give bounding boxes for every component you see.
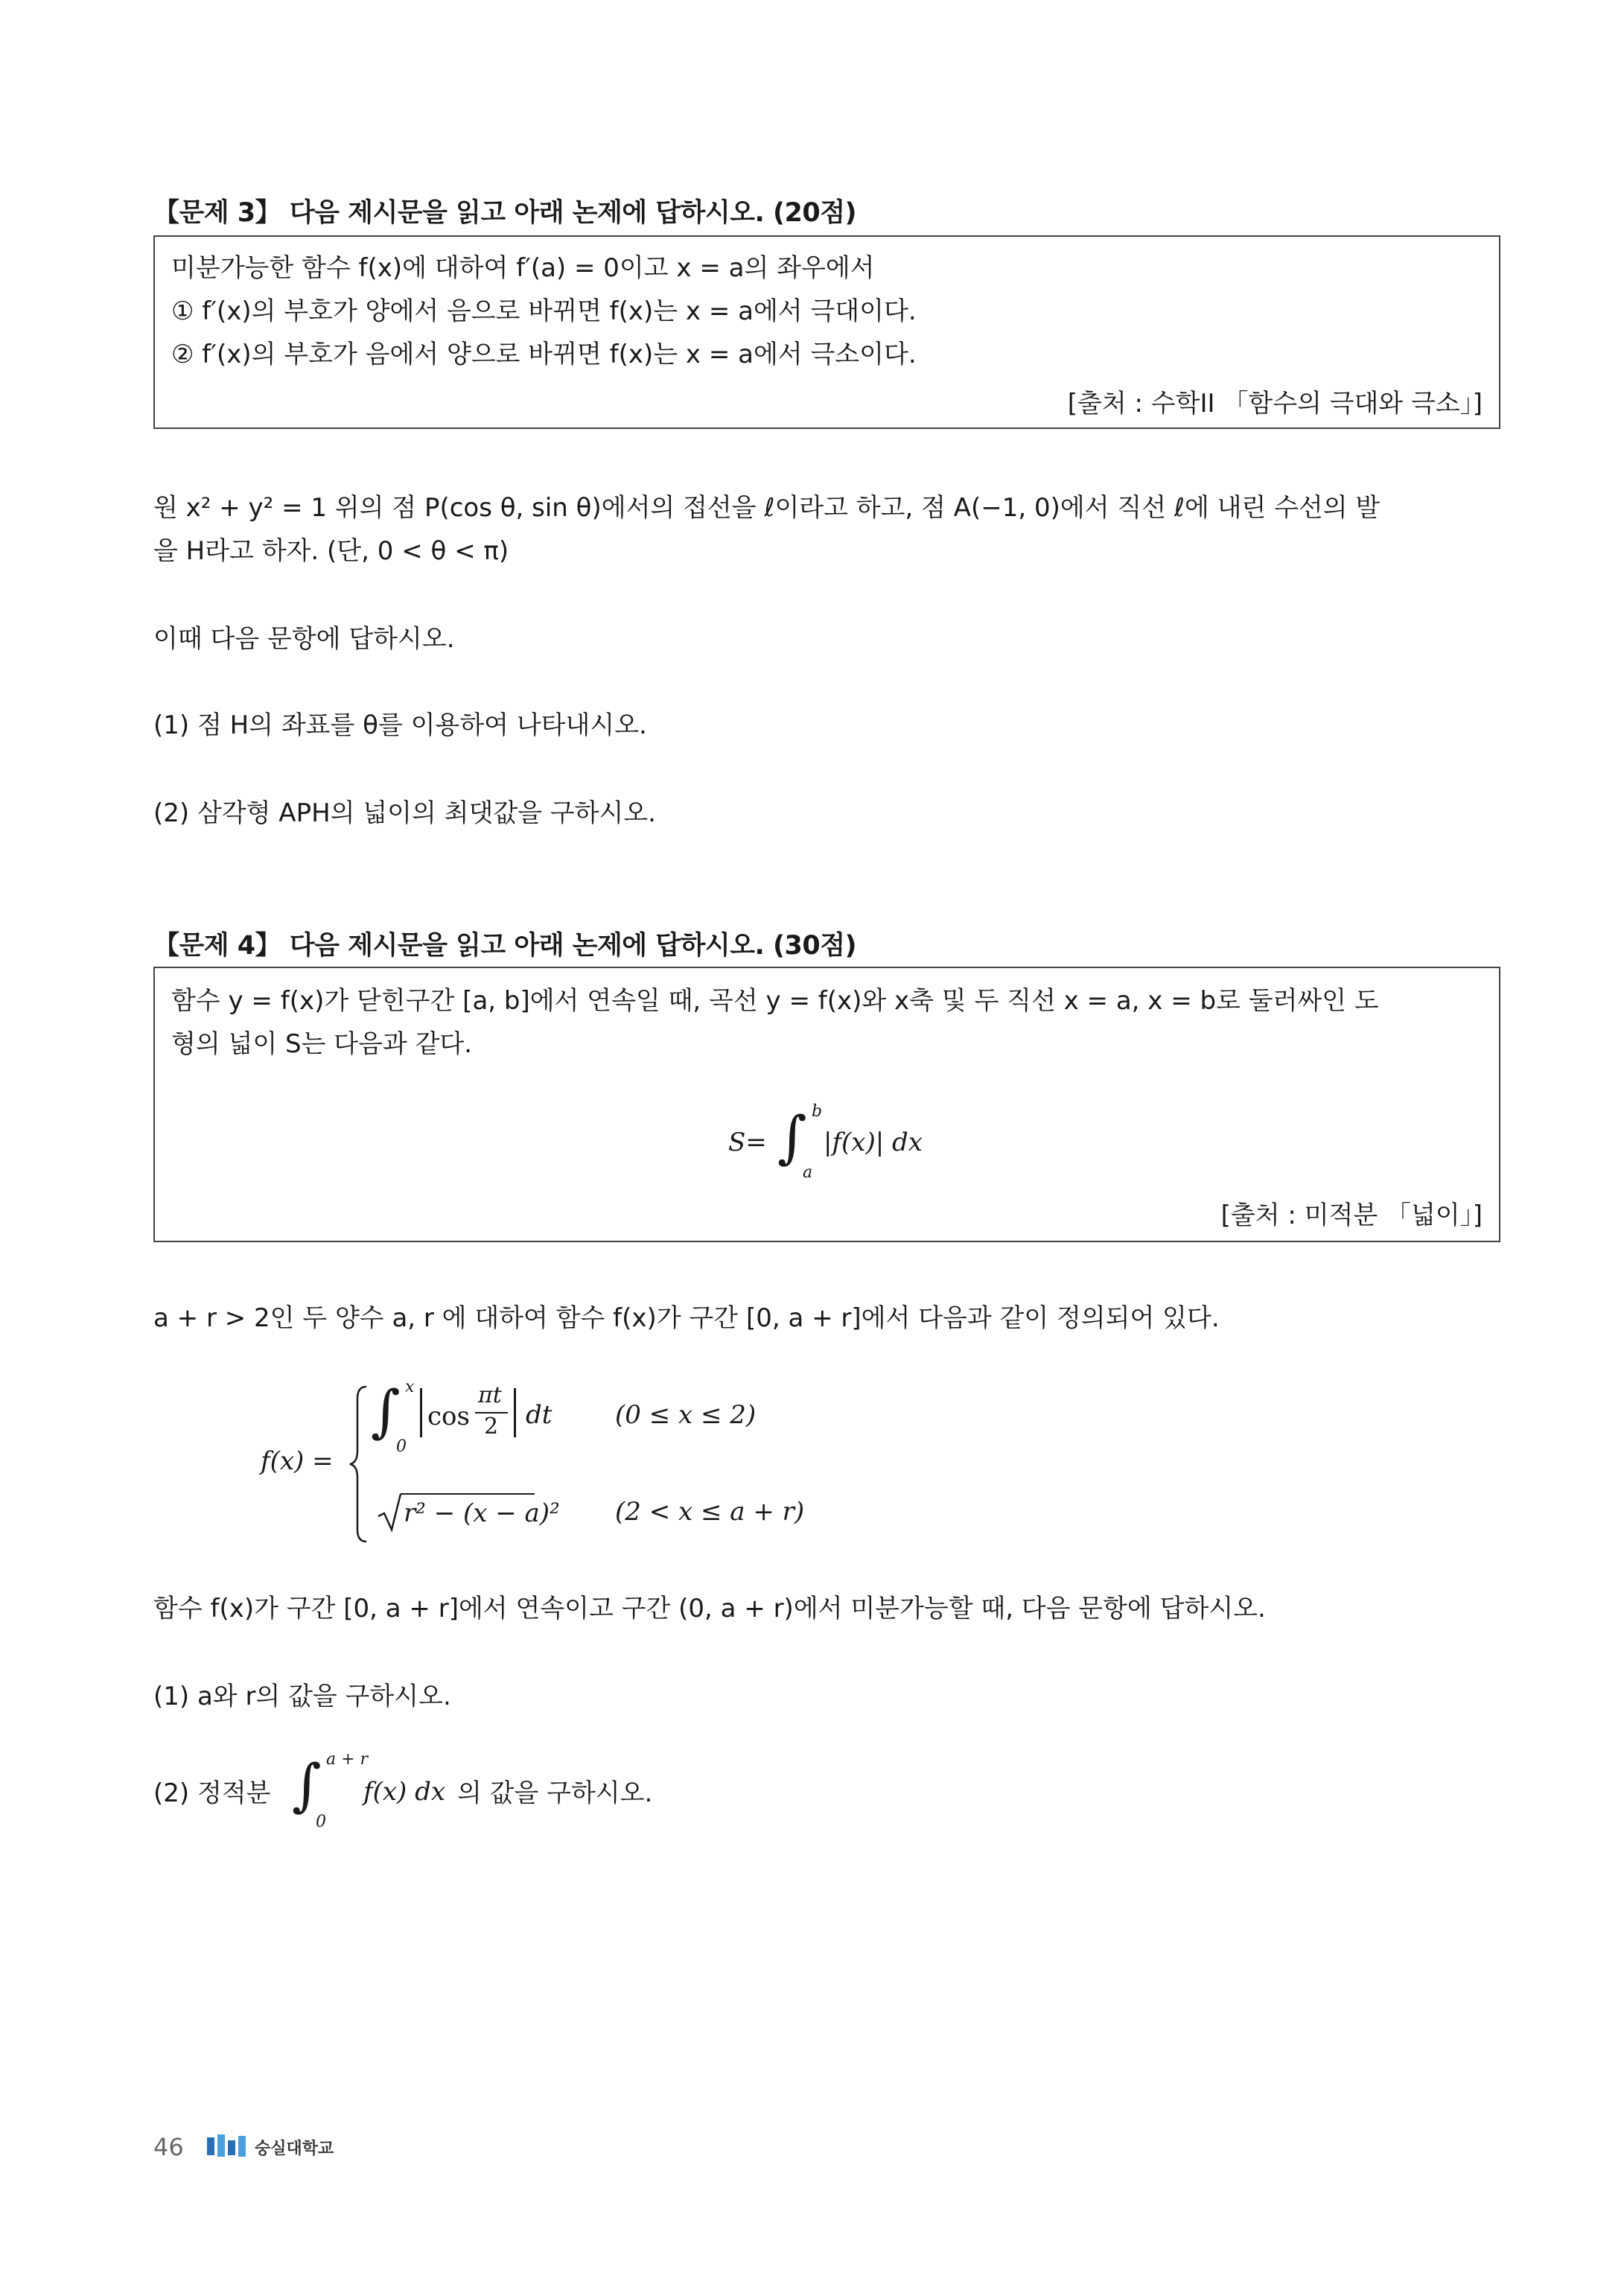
area-formula-lhs: S= (728, 1128, 767, 1157)
case1-cos: cos (427, 1402, 470, 1431)
q2-integrand: f(x) dx (363, 1777, 446, 1807)
problem4-question-2 (153, 1750, 824, 1832)
problem4-box-line-1: 함수 y = f(x)가 닫힌구간 [a, b]에서 연속일 때, 곡선 y = f(x)와 x축 및 두 직선 x = a, x = b로 둘러싸인 도 (171, 986, 1379, 1016)
problem4-intro: a + r > 2인 두 양수 a, r 에 대하여 함수 f(x)가 구간 [0, a + r]에서 다음과 같이 정의되어 있다. (153, 1303, 1220, 1333)
problem4-source: [출처 : 미적분 「넓이」] (1220, 1201, 1483, 1230)
problem3-box-line-2: ① f′(x)의 부호가 양에서 음으로 바뀌면 f(x)는 x = a에서 극대이다. (171, 296, 917, 326)
problem4-box (153, 967, 1500, 1242)
problem3-box (153, 235, 1500, 429)
area-formula (728, 1102, 1026, 1184)
university-name: 숭실대학교 (255, 2140, 334, 2158)
question-2-suffix: 의 값을 구하시오. (457, 1778, 653, 1808)
problem3-body-line-2: 을 H라고 하자. (단, 0 < θ < π) (153, 536, 509, 566)
case2-condition: (2 < x ≤ a + r) (615, 1497, 805, 1527)
case1-condition: (0 ≤ x ≤ 2) (615, 1400, 757, 1430)
sqrt-sign (377, 1491, 402, 1533)
problem3-question-2: (2) 삼각형 APH의 넓이의 최댓값을 구하시오. (153, 798, 656, 828)
q2-lower-limit: 0 (316, 1813, 326, 1831)
case2-expression: r² − (x − a)² (404, 1498, 560, 1528)
abs-bar-right (514, 1388, 516, 1437)
case1-denominator: 2 (484, 1413, 499, 1440)
problem3-box-line-3: ② f′(x)의 부호가 음에서 양으로 바뀌면 f(x)는 x = a에서 극소이다. (171, 340, 917, 369)
integral-sign: ∫ (777, 1104, 807, 1170)
problem3-body-line-1: 원 x² + y² = 1 위의 점 P(cos θ, sin θ)에서의 접선을 ℓ이라고 하고, 점 A(−1, 0)에서 직선 ℓ에 내린 수선의 발 (153, 493, 1381, 523)
question-2-prefix: (2) 정적분 (153, 1778, 271, 1808)
abs-bar-left (420, 1388, 422, 1437)
problem4-box-line-2: 형의 넓이 S는 다음과 같다. (171, 1029, 473, 1059)
case1-integral-sign: ∫ (371, 1378, 401, 1444)
case1-lower-limit: 0 (396, 1437, 407, 1456)
problem3-source: [출처 : 수학II 「함수의 극대와 극소」] (1067, 389, 1483, 419)
integral-lower-limit: a (803, 1163, 813, 1182)
case1-dt: dt (526, 1400, 553, 1430)
q2-upper-limit: a + r (326, 1750, 369, 1769)
problem4-heading: 【문제 4】 다음 제시문을 읽고 아래 논제에 답하시오. (30점) (153, 931, 857, 961)
problem3-question-1: (1) 점 H의 좌표를 θ를 이용하여 나타내시오. (153, 710, 647, 740)
q2-integral-sign: ∫ (292, 1752, 322, 1818)
piecewise-lhs: f(x) = (261, 1446, 334, 1476)
case1-upper-limit: x (405, 1378, 415, 1396)
page-number: 46 (153, 2133, 184, 2161)
piecewise-definition (261, 1378, 856, 1549)
left-brace (348, 1384, 371, 1545)
problem4-condition: 함수 f(x)가 구간 [0, a + r]에서 연속이고 구간 (0, a + r)에서 미분가능할 때, 다음 문항에 답하시오. (153, 1594, 1266, 1624)
problem3-instruction: 이때 다음 문항에 답하시오. (153, 624, 455, 654)
case1-numerator: πt (478, 1382, 502, 1408)
problem4-question-1: (1) a와 r의 값을 구하시오. (153, 1682, 451, 1711)
area-formula-integrand: |f(x)| dx (824, 1128, 923, 1157)
problem3-box-line-1: 미분가능한 함수 f(x)에 대하여 f′(a) = 0이고 x = a의 좌우에서 (171, 253, 875, 283)
problem3-heading: 【문제 3】 다음 제시문을 읽고 아래 논제에 답하시오. (20점) (153, 198, 857, 228)
sqrt-bar (401, 1493, 535, 1495)
integral-upper-limit: b (812, 1102, 823, 1121)
